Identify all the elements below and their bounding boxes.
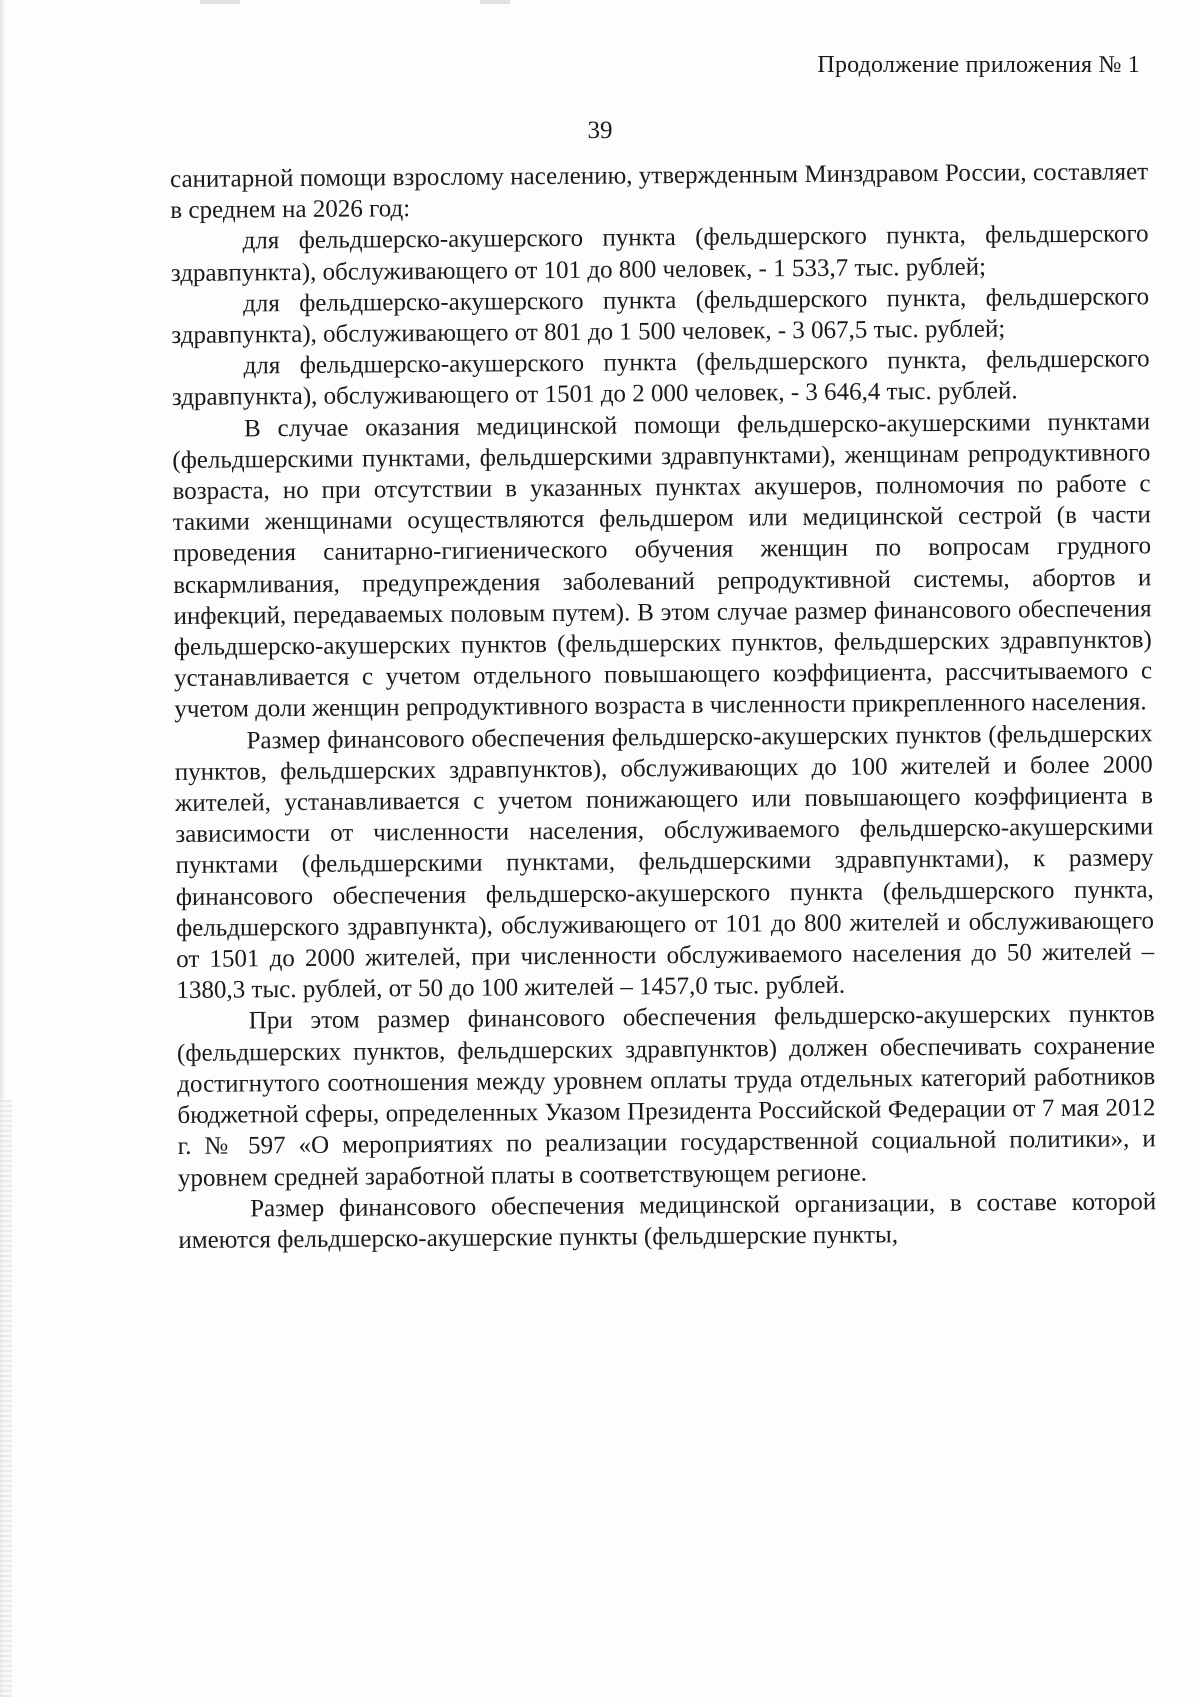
- page-number: 39: [587, 117, 613, 144]
- paragraph-fap-801-1500: для фельдшерско-акушерского пункта (фельдшерского пункта, фельдшерского здравпункта), обслуживающего от 801 до 1 500 человек, - 3 067,5 тыс. рублей;: [171, 283, 1150, 350]
- paragraph-salary-ratio: При этом размер финансового обеспечения фельдшерско-акушерских пунктов (фельдшерских пунктов, фельдшерских здравпунктов) должен обеспечивать сохранение достигнутого соотношения между уровнем оплаты труда отдельных категорий работников бюджетной сферы, определенных Указом Президента Российской Федерации от 7 мая 2012 г. № 597 «О мероприятиях по реализации государственной социальной политики», и уровнем средней заработной платы в соответствующем регионе.: [176, 1000, 1156, 1192]
- appendix-continuation-label: Продолжение приложения № 1: [817, 52, 1140, 78]
- paragraph-fap-101-800: для фельдшерско-акушерского пункта (фельдшерского пункта, фельдшерского здравпункта), обслуживающего от 101 до 800 человек, - 1 533,7 тыс. рублей;: [170, 220, 1149, 287]
- paragraph-fap-1501-2000: для фельдшерско-акушерского пункта (фельдшерского пункта, фельдшерского здравпункта), обслуживающего от 1501 до 2 000 человек, - 3 646,4 тыс. рублей.: [171, 345, 1150, 412]
- paragraph-coefficient: Размер финансового обеспечения фельдшерско-акушерских пунктов (фельдшерских пунктов, фельдшерских здравпунктов), обслуживающих до 100 жителей и более 2000 жителей, устанавливается с учетом понижающего или повышающего коэффициента в зависимости от численности населения, обслуживаемого фельдшерско-акушерскими пунктами (фельдшерскими пунктами, фельдшерскими здравпунктами), к размеру финансового обеспечения фельдшерско-акушерского пункта (фельдшерского пункта, фельдшерского здравпункта), обслуживающего от 101 до 800 жителей и обслуживающего от 1501 до 2000 жителей, при численности обслуживаемого населения до 50 жителей – 1380,3 тыс. рублей, от 50 до 100 жителей – 1457,0 тыс. рублей.: [174, 719, 1155, 1005]
- paragraph-continuation: санитарной помощи взрослому населению, утвержденным Минздравом России, составляет в среднем на 2026 год:: [170, 158, 1149, 225]
- paragraph-reproductive-age: В случае оказания медицинской помощи фельдшерско-акушерскими пунктами (фельдшерскими пунктами, фельдшерскими здравпунктами), женщинам репродуктивного возраста, но при отсутствии в указанных пунктах акушеров, полномочия по работе с такими женщинами осуществляются фельдшером или медицинской сестрой (в части проведения санитарно-гигиенического обучения женщин по вопросам грудного вскармливания, предупреждения заболеваний репродуктивной системы, абортов и инфекций, передаваемых половым путем). В этом случае размер финансового обеспечения фельдшерско-акушерских пунктов (фельдшерских пунктов, фельдшерских здравпунктов) устанавливается с учетом отдельного повышающего коэффициента, рассчитываемого с учетом доли женщин репродуктивного возраста в численности прикрепленного населения.: [172, 407, 1153, 724]
- scan-edge-noise: [0, 1100, 12, 1697]
- scan-mark: [200, 0, 240, 4]
- scan-mark: [480, 0, 510, 4]
- paragraph-organization-funding: Размер финансового обеспечения медицинской организации, в составе которой имеются фельдшерско-акушерские пункты (фельдшерские пункты,: [178, 1187, 1157, 1254]
- document-body: [170, 156, 1157, 1256]
